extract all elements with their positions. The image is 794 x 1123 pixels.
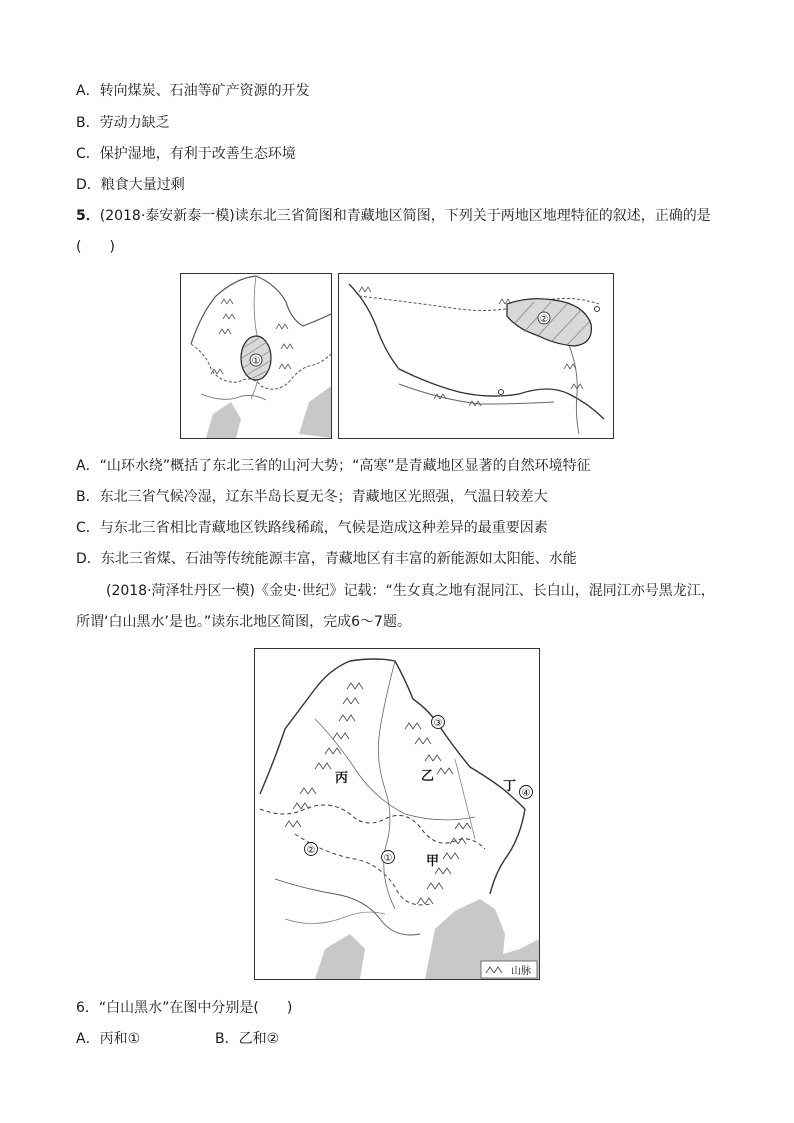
q5-option-d: D．东北三省煤、石油等传统能源丰富，青藏地区有丰富的新能源如太阳能、水能 [76, 551, 577, 567]
q5-option-b: B．东北三省气候冷湿，辽东半岛长夏无冬；青藏地区光照强，气温日较差大 [76, 489, 548, 505]
label-ding: 丁 [503, 779, 517, 794]
map-northeast-large [254, 648, 540, 980]
q4-option-c: C．保护湿地，有利于改善生态环境 [76, 146, 296, 162]
map-left-marker: ① [251, 356, 261, 367]
q6-option-b: B．乙和② [215, 1031, 280, 1047]
q4-option-a: A．转向煤炭、石油等矿产资源的开发 [76, 83, 310, 99]
label-circle-4: ④ [521, 788, 531, 799]
q5-option-c: C．与东北三省相比青藏地区铁路线稀疏，气候是造成这种差异的最重要因素 [76, 520, 548, 536]
map-northeast-large-svg [255, 649, 539, 979]
map-qinghai-tibet [338, 273, 614, 439]
map-right-marker: ② [539, 314, 549, 325]
q5-option-a: A．“山环水绕”概括了东北三省的山河大势；“高寒”是青藏地区显著的自然环境特征 [76, 458, 591, 474]
label-bing: 丙 [335, 771, 349, 786]
q4-option-b: B．劳动力缺乏 [76, 115, 170, 131]
label-jia: 甲 [426, 854, 440, 869]
label-yi: 乙 [421, 769, 435, 784]
q5-paren: ( ) [76, 239, 115, 255]
q5-number: 5． [76, 208, 100, 224]
q6-option-a: A．丙和① [76, 1031, 141, 1047]
q5-stem [76, 206, 711, 226]
legend-label: 山脉 [511, 966, 531, 977]
map-northeast-small [180, 273, 332, 439]
map-northeast-small-svg [181, 274, 331, 438]
map-qinghai-tibet-svg [339, 274, 613, 438]
q6-stem: 6．“白山黑水”在图中分别是( ) [76, 1000, 293, 1016]
intro-line-2: 所谓‘白山黑水’是也。”读东北地区简图，完成6～7题。 [76, 614, 411, 630]
q4-option-d: D．粮食大量过剩 [76, 177, 185, 193]
mountain-icons-large [285, 683, 471, 904]
label-circle-1: ① [383, 853, 393, 864]
label-circle-3: ③ [433, 718, 443, 729]
q5-stem-text: (2018·泰安新泰一模)读东北三省简图和青藏地区简图，下列关于两地区地理特征的叙述，正确的是 [99, 208, 711, 224]
label-circle-2: ② [306, 845, 316, 856]
map-legend [481, 961, 537, 978]
intro-line-1: (2018·菏泽牡丹区一模)《金史·世纪》记载：“生女真之地有混同江、长白山，混同江亦号黑龙江， [106, 583, 715, 599]
